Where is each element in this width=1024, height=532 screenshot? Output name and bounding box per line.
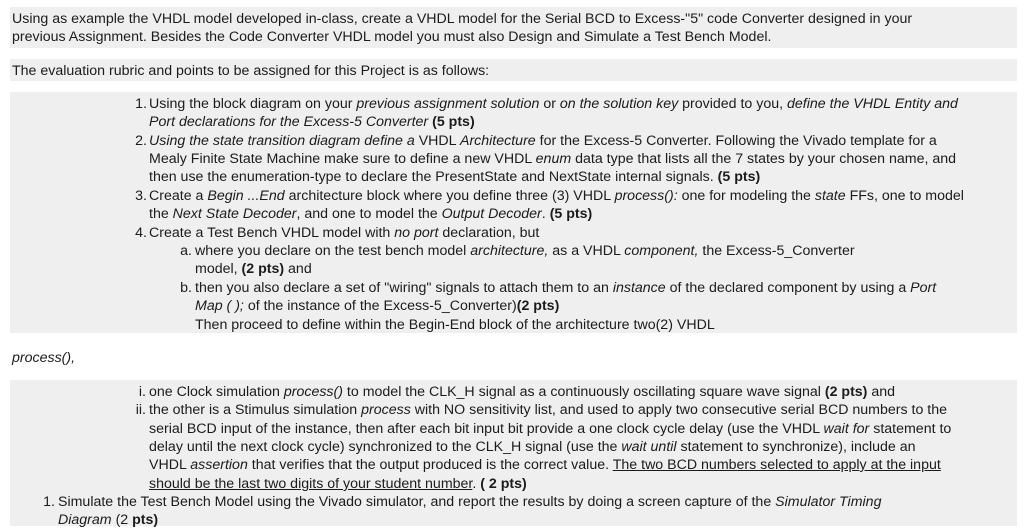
intro-line-2: previous Assignment. Besides the Code Converter VHDL model you must also Design and Simulate a Test Bench Model. xyxy=(12,29,772,45)
intro-line-1: Using as example the VHDL model developed in-class, create a VHDL model for the Serial BCD to Excess-"5" code Converter designed in your xyxy=(12,11,913,27)
simulate-item-line-2: Diagram (2 pts) xyxy=(58,512,159,528)
simulate-item-line-1: Simulate the Test Bench Model using the Vivado simulator, and report the results by doing a screen capture of the Simulator Timing xyxy=(58,494,882,510)
item-1-line-2: Port declarations for the Excess-5 Converter (5 pts) xyxy=(149,114,475,130)
process-label: process(), xyxy=(12,350,76,366)
item-roman-ii-line-2: serial BCD input of the instance, then after each bit input bit provide a one clock cycle delay (use the VHDL wait for statement to xyxy=(149,421,952,437)
item-3-number: 3. xyxy=(135,188,147,204)
item-4-number: 4. xyxy=(135,225,147,241)
item-roman-ii-line-4: VHDL assertion that verifies that the output produced is the correct value. The two BCD numbers selected to apply at the input xyxy=(149,457,941,473)
item-4b-line-2: Map ( ); of the instance of the Excess-5_Converter)(2 pts) xyxy=(195,298,560,314)
item-roman-ii-line-5: should be the last two digits of your student number. ( 2 pts) xyxy=(149,476,527,492)
item-roman-ii-line-3: delay until the next clock cycle) synchronized to the CLK_H signal (use the wait until statement to synchronize), include an xyxy=(149,439,916,455)
item-1-line-1: Using the block diagram on your previous assignment solution or on the solution key provided to you, define the VHDL Entity and xyxy=(149,96,958,112)
item-4b-line-3: Then proceed to define within the Begin-End block of the architecture two(2) VHDL xyxy=(195,317,715,333)
item-4a-line-1: where you declare on the test bench model architecture, as a VHDL component, the Excess-5_Converter xyxy=(195,243,855,259)
item-2-line-2: Mealy Finite State Machine make sure to define a new VHDL enum data type that lists all the 7 states by your chosen name, and xyxy=(149,151,957,167)
item-4-line-1: Create a Test Bench VHDL model with no port declaration, but xyxy=(149,225,540,241)
item-3-line-2: the Next State Decoder, and one to model the Output Decoder. (5 pts) xyxy=(149,206,593,222)
item-2-number: 2. xyxy=(135,133,147,149)
item-roman-i-number: i. xyxy=(138,384,146,400)
item-4a-letter: a. xyxy=(180,243,192,259)
rubric-heading: The evaluation rubric and points to be assigned for this Project is as follows: xyxy=(12,63,490,79)
item-4b-line-1: then you also declare a set of "wiring" signals to attach them to an instance of the declared component by using a Port xyxy=(195,280,937,296)
item-3-line-1: Create a Begin ...End architecture block where you define three (3) VHDL process(): one for modeling the state FFs, one to model xyxy=(149,188,964,204)
item-2-line-1: Using the state transition diagram define a VHDL Architecture for the Excess-5 Converter. Following the Vivado template for a xyxy=(149,133,937,149)
item-2-line-3: then use the enumeration-type to declare the PresentState and NextState internal signals. (5 pts) xyxy=(149,169,761,185)
item-roman-ii-number: ii. xyxy=(135,402,146,418)
item-4a-line-2: model, (2 pts) and xyxy=(195,261,312,277)
item-1-number: 1. xyxy=(135,96,147,112)
item-roman-i-line-1: one Clock simulation process() to model the CLK_H signal as a continuously oscillating square wave signal (2 pts) and xyxy=(149,384,896,400)
item-4b-letter: b. xyxy=(180,280,192,296)
item-roman-ii-line-1: the other is a Stimulus simulation process with NO sensitivity list, and used to apply two consecutive serial BCD numbers to the xyxy=(149,402,948,418)
simulate-item-number: 1. xyxy=(43,494,55,510)
